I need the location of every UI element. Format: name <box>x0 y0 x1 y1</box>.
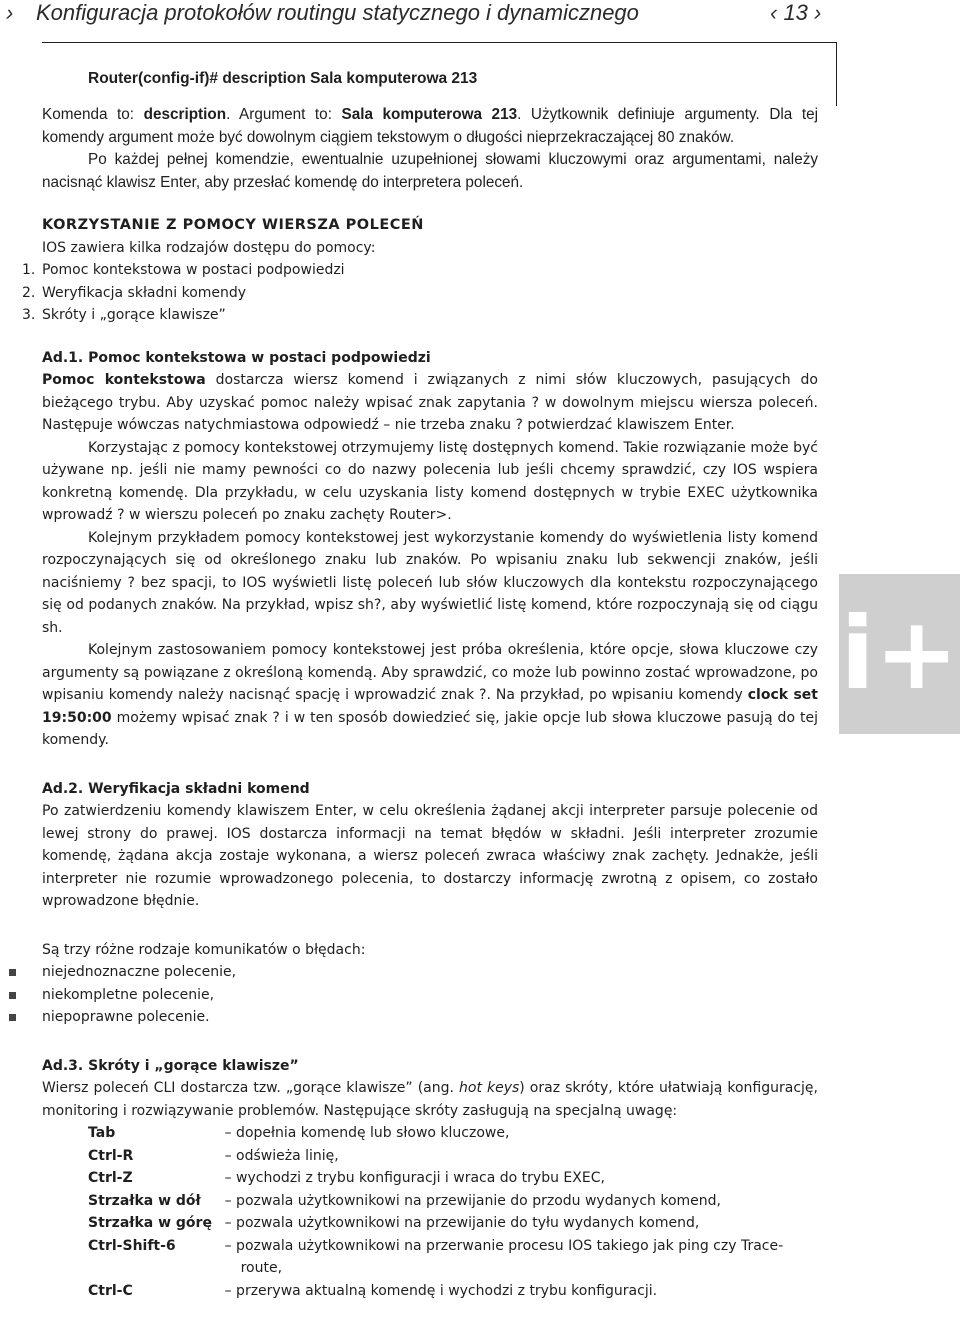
list-item: niepoprawne polecenie. <box>42 1006 818 1029</box>
table-row: Ctrl-Shift-6 – pozwala użytkownikowi na przerwanie procesu IOS takiego jak ping czy Trace- route, <box>88 1237 784 1276</box>
subsection-title: Ad.3. Skróty i „gorące klawisze” <box>42 1057 299 1074</box>
table-row: Strzałka w górę – pozwala użytkownikowi na przewijanie do tyłu wydanych komend, <box>88 1215 700 1231</box>
shortcuts-table <box>88 1122 818 1302</box>
paragraph: Kolejnym przykładem pomocy kontekstowej jest wykorzystanie komendy do wyświetlenia listy komend rozpoczynających się od określonego znaku lub znaków. Po wpisaniu znaku lub sekwencji znaków, jeśli naciśniemy ? bez spacji, to IOS wyświetli listę poleceń lub słów kluczowych dla kontekstu rozpoczynającego się od podanych znaków. Na przykład, wpisz sh?, aby wyświetlić listę komend, które rozpoczynają się od ciągu sh. <box>42 529 818 636</box>
square-bullet-icon <box>9 992 16 999</box>
list-item: niejednoznaczne polecenie, <box>42 961 818 984</box>
intro-paragraph: Komenda to: description. Argument to: Sala komputerowa 213. Użytkownik definiuje argumenty. Dla tej komendy argument może być dowolnym ciągiem tekstowym o długości nieprzekraczającej 80 znaków. <box>42 106 819 146</box>
table-row: Ctrl-C – przerywa aktualną komendę i wychodzi z trybu konfiguracji. <box>88 1282 658 1299</box>
paragraph: Korzystając z pomocy kontekstowej otrzymujemy listę dostępnych komend. Takie rozwiązanie może być używane np. jeśli nie mamy pewności co do nazwy polecenia lub jeśli chcemy sprawdzić, czy IOS wspiera konkretną komendę. Dla przykładu, w celu uzyskania listy komend dostępnych w trybie EXEC użytkownika wprowadź ? w wierszu poleceń po znaku zachęty Router>. <box>42 439 818 523</box>
header-rule <box>42 42 837 43</box>
paragraph: Kolejnym zastosowaniem pomocy kontekstowej jest próba określenia, które opcje, słowa kluczowe czy argumenty są powiązane z określoną komendą. Aby sprawdzić, co może lub powinno zostać wprowadzone, po wpisaniu komendy należy nacisnąć spację i wprowadzić znak ?. Na przykład, po wpisaniu komendy clock set 19:50:00 możemy wpisać znak ? i w ten sposób dowiedzieć się, jakie opcje lub słowa kluczowe pasują do tej komendy. <box>42 642 818 748</box>
square-bullet-icon <box>9 1014 16 1021</box>
table-row: Tab – dopełnia komendę lub słowo kluczowe, <box>88 1125 510 1141</box>
margin-rule <box>836 42 837 106</box>
error-types-list <box>42 961 818 1029</box>
intro-paragraph-2: Po każdej pełnej komendzie, ewentualnie uzupełnionej słowami kluczowymi oraz argumentami, należy nacisnąć klawisz Enter, aby przesłać komendę do interpretera poleceń. <box>42 151 818 191</box>
subsection-title: Ad.1. Pomoc kontekstowa w postaci podpowiedzi <box>42 349 431 366</box>
page-number: ‹ 13 › <box>770 0 822 25</box>
square-bullet-icon <box>9 969 16 976</box>
subsection-title: Ad.2. Weryfikacja składni komend <box>42 780 310 797</box>
list-item: 3. Skróty i „gorące klawisze” <box>22 307 226 323</box>
table-row: Ctrl-Z – wychodzi z trybu konfiguracji i wraca do trybu EXEC, <box>88 1170 605 1186</box>
paragraph: Pomoc kontekstowa dostarcza wiersz komend i związanych z nimi słów kluczowych, pasujących do bieżącego trybu. Aby uzyskać pomoc należy wpisać znak zapytania ? w dowolnym miejscu wiersza poleceń. Następuje wówczas natychmiastowa odpowiedź – nie trzeba znaku ? potwierdzać klawiszem Enter. <box>42 372 818 433</box>
chevron-right-icon: › <box>6 0 14 25</box>
section-heading: KORZYSTANIE Z POMOCY WIERSZA POLECEŃ <box>42 217 424 233</box>
command-example: Router(config-if)# description Sala komputerowa 213 <box>88 70 478 87</box>
table-row: Strzałka w dół – pozwala użytkownikowi na przewijanie do przodu wydanych komend, <box>88 1192 721 1209</box>
page-header <box>6 0 826 30</box>
list-item: 1. Pomoc kontekstowa w postaci podpowiedzi <box>22 262 345 278</box>
list-item: 2. Weryfikacja składni komendy <box>22 284 247 301</box>
paragraph: Są trzy różne rodzaje komunikatów o błędach: <box>42 941 366 958</box>
table-row: Ctrl-R – odświeża linię, <box>88 1147 339 1164</box>
help-types-list <box>22 259 818 327</box>
side-tab-marker: i+ <box>839 574 960 734</box>
section-lead: IOS zawiera kilka rodzajów dostępu do pomocy: <box>42 239 376 256</box>
paragraph: Wiersz poleceń CLI dostarcza tzw. „gorące klawisze” (ang. hot keys) oraz skróty, które ułatwiają konfigurację, monitoring i rozwiązywanie problemów. Następujące skróty zasługują na specjalną uwagę: <box>42 1080 818 1119</box>
paragraph: Po zatwierdzeniu komendy klawiszem Enter, w celu określenia żądanej akcji interpreter parsuje polecenie od lewej strony do prawej. IOS dostarcza informacji na temat błędów w składni. Jeśli interpreter zrozumie komendę, żądana akcja zostaje wykonana, a wiersz poleceń zwraca właściwy znak zachęty. Jednakże, jeśli interpreter nie rozumie wprowadzonego polecenia, to dostarczy informację zwrotną z opisem, co zostało wprowadzone błędnie. <box>42 803 818 909</box>
running-title: Konfiguracja protokołów routingu statycznego i dynamicznego <box>36 0 639 25</box>
page-body <box>22 64 819 1302</box>
list-item: niekompletne polecenie, <box>42 984 818 1007</box>
